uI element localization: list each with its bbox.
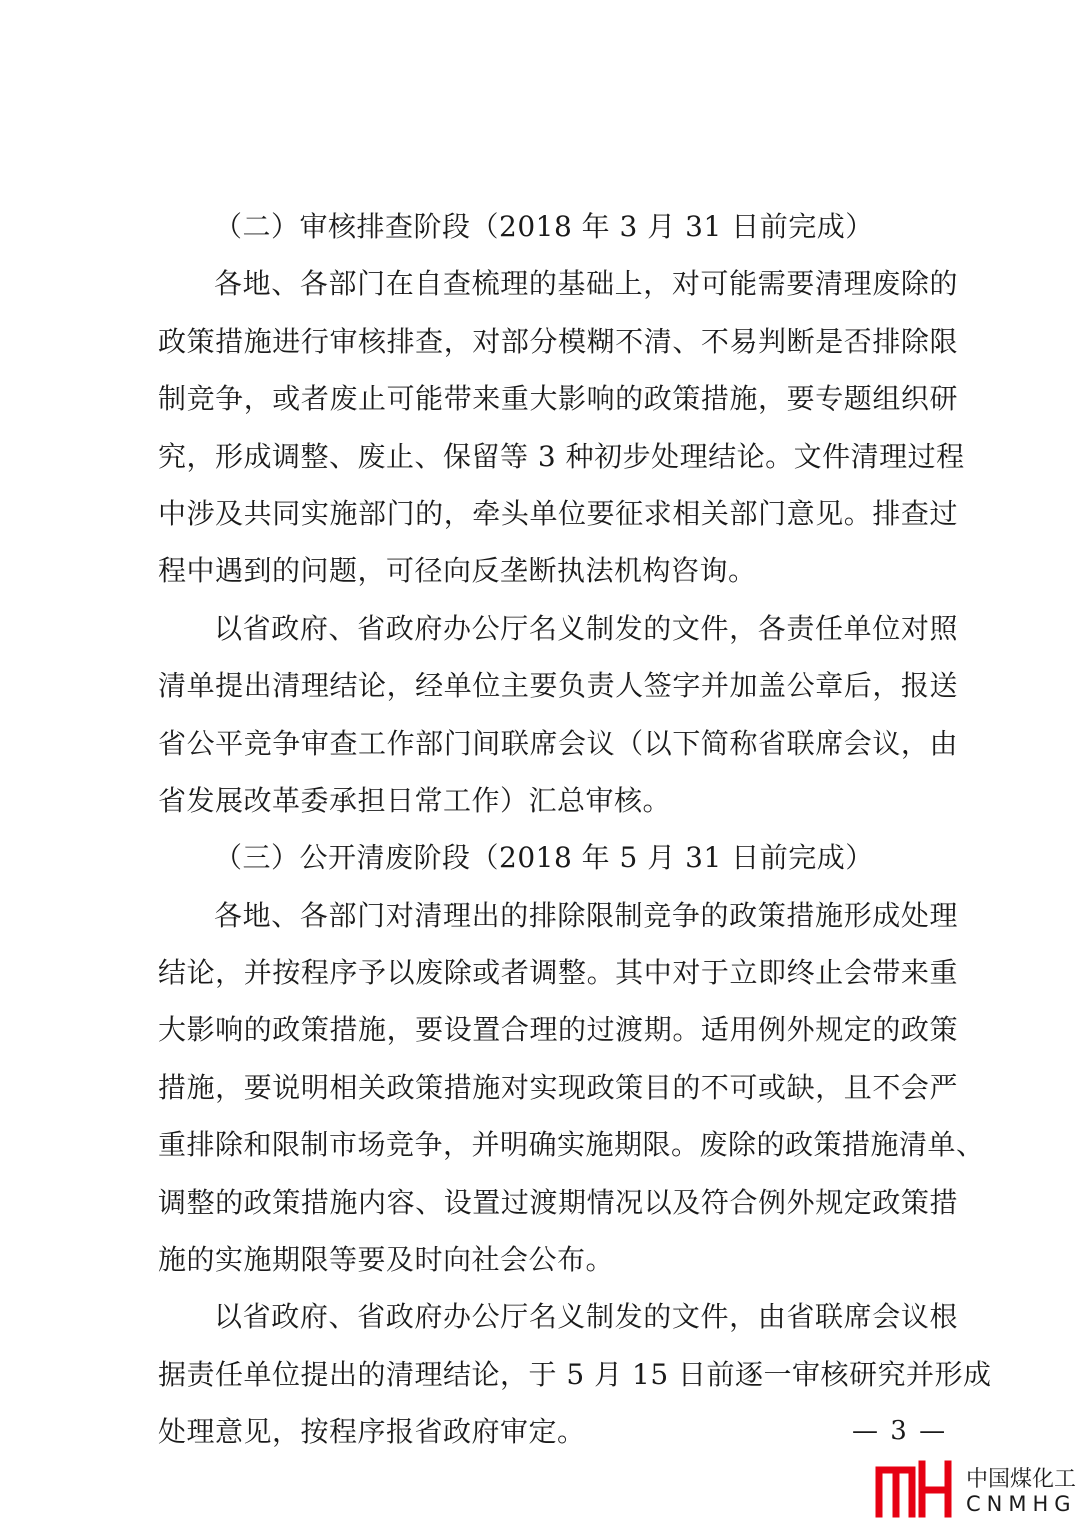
text-line: 究，形成调整、废止、保留等 3 种初步处理结论。文件清理过程 [158,439,965,473]
section-2-heading: （二）审核排查阶段（2018 年 3 月 31 日前完成） [214,210,874,243]
text-line: 施的实施期限等要及时向社会公布。 [158,1243,615,1277]
page-number: — 3 — [852,1416,948,1446]
watermark-text-en: CNMHG [966,1492,1077,1516]
section-3-heading: （三）公开清废阶段（2018 年 5 月 31 日前完成） [214,841,874,875]
text-line: 调整的政策措施内容、设置过渡期情况以及符合例外规定政策措 [158,1185,958,1219]
watermark-logo [874,1460,1077,1520]
document-body [158,198,992,1461]
text-line: 清单提出清理结论，经单位主要负责人签字并加盖公章后，报送 [158,669,958,703]
text-line: 处理意见，按程序报省政府审定。 [158,1415,586,1449]
text-line: 以省政府、省政府办公厅名义制发的文件，由省联席会议根 [214,1300,958,1334]
text-line: 政策措施进行审核排查，对部分模糊不清、不易判断是否排除限 [158,324,958,358]
text-line: 各地、各部门在自查梳理的基础上，对可能需要清理废除的 [214,267,958,301]
text-line: 以省政府、省政府办公厅名义制发的文件，各责任单位对照 [214,611,958,645]
section-3-paragraph-2 [158,1288,992,1460]
text-line: 大影响的政策措施，要设置合理的过渡期。适用例外规定的政策 [158,1013,958,1047]
section-2-paragraph-1 [158,255,965,599]
text-line: 措施，要说明相关政策措施对实现政策目的不可或缺，且不会严 [158,1070,958,1104]
text-line: 各地、各部门对清理出的排除限制竞争的政策措施形成处理 [214,898,958,932]
text-line: 重排除和限制市场竞争，并明确实施期限。废除的政策措施清单、 [158,1128,985,1162]
text-line: 中涉及共同实施部门的，牵头单位要征求相关部门意见。排查过 [158,496,958,530]
text-line: 省公平竞争审查工作部门间联席会议（以下简称省联席会议，由 [158,726,958,760]
section-2-paragraph-2 [158,600,958,830]
section-3-paragraph-1 [158,887,985,1289]
watermark-text-cn: 中国煤化工 [966,1467,1077,1492]
text-line: 制竞争，或者废止可能带来重大影响的政策措施，要专题组织研 [158,382,958,416]
text-line: 结论，并按程序予以废除或者调整。其中对于立即终止会带来重 [158,956,958,990]
text-line: 省发展改革委承担日常工作）汇总审核。 [158,783,672,817]
cnmhg-logo-icon [874,1460,956,1518]
text-line: 程中遇到的问题，可径向反垄断执法机构咨询。 [158,554,757,588]
text-line: 据责任单位提出的清理结论，于 5 月 15 日前逐一审核研究并形成 [158,1357,992,1391]
